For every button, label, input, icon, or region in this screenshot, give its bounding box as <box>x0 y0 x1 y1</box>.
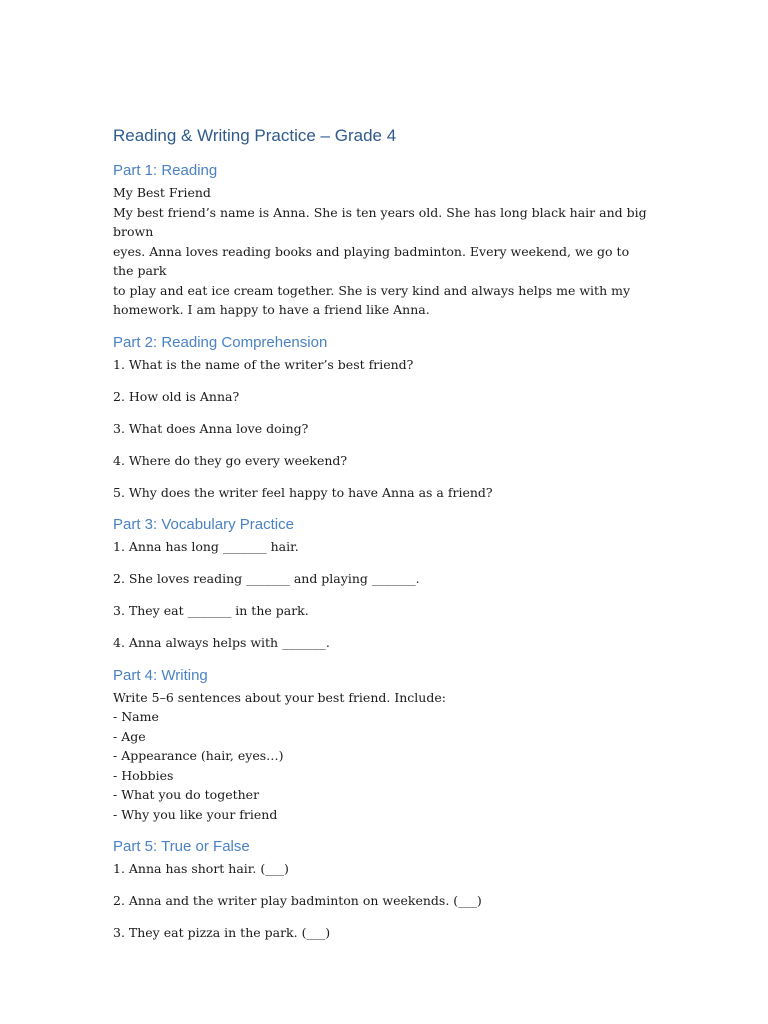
section-heading-comprehension: Part 2: Reading Comprehension <box>113 333 328 351</box>
true-false-question: 3. They eat pizza in the park. (___) <box>113 925 331 940</box>
comprehension-question: 4. Where do they go every weekend? <box>113 452 348 468</box>
section-heading-vocabulary: Part 3: Vocabulary Practice <box>113 516 294 533</box>
passage-line: to play and eat ice cream together. She is very kind and always helps me with my <box>113 282 631 298</box>
true-false-question: 2. Anna and the writer play badminton on weekends. (___) <box>113 893 482 908</box>
section-heading-true-false: Part 5: True or False <box>113 838 250 855</box>
writing-instruction: Write 5–6 sentences about your best friend. Include: <box>113 689 446 705</box>
reading-passage <box>113 203 653 320</box>
section-comprehension <box>113 332 653 503</box>
section-heading-writing: Part 4: Writing <box>113 666 208 684</box>
comprehension-question: 3. What does Anna love doing? <box>113 420 309 436</box>
vocabulary-question: 1. Anna has long _______ hair. <box>113 539 299 554</box>
passage-line: eyes. Anna loves reading books and playing badminton. Every weekend, we go to the park <box>113 243 630 278</box>
writing-item: - Hobbies <box>113 767 174 783</box>
passage-line: My best friend’s name is Anna. She is ten years old. She has long black hair and big brown <box>113 204 647 239</box>
passage-line: homework. I am happy to have a friend like Anna. <box>113 302 430 317</box>
comprehension-question: 5. Why does the writer feel happy to have Anna as a friend? <box>113 484 493 500</box>
vocabulary-question: 2. She loves reading _______ and playing _______. <box>113 571 420 586</box>
section-vocabulary <box>113 514 653 653</box>
section-true-false <box>113 836 653 943</box>
page-title: Reading & Writing Practice – Grade 4 <box>113 126 397 145</box>
writing-item: - Age <box>113 728 146 744</box>
story-title: My Best Friend <box>113 185 211 200</box>
worksheet-page <box>113 124 653 955</box>
section-reading <box>113 160 653 320</box>
section-writing <box>113 665 653 825</box>
writing-item: - Why you like your friend <box>113 806 278 822</box>
vocabulary-question: 3. They eat _______ in the park. <box>113 603 309 618</box>
writing-item: - What you do together <box>113 787 260 802</box>
comprehension-question: 2. How old is Anna? <box>113 388 240 404</box>
comprehension-question: 1. What is the name of the writer’s best friend? <box>113 356 414 372</box>
section-heading-reading: Part 1: Reading <box>113 162 218 179</box>
writing-item: - Name <box>113 709 159 724</box>
true-false-question: 1. Anna has short hair. (___) <box>113 861 289 876</box>
vocabulary-question: 4. Anna always helps with _______. <box>113 635 330 650</box>
writing-item: - Appearance (hair, eyes…) <box>113 748 284 763</box>
